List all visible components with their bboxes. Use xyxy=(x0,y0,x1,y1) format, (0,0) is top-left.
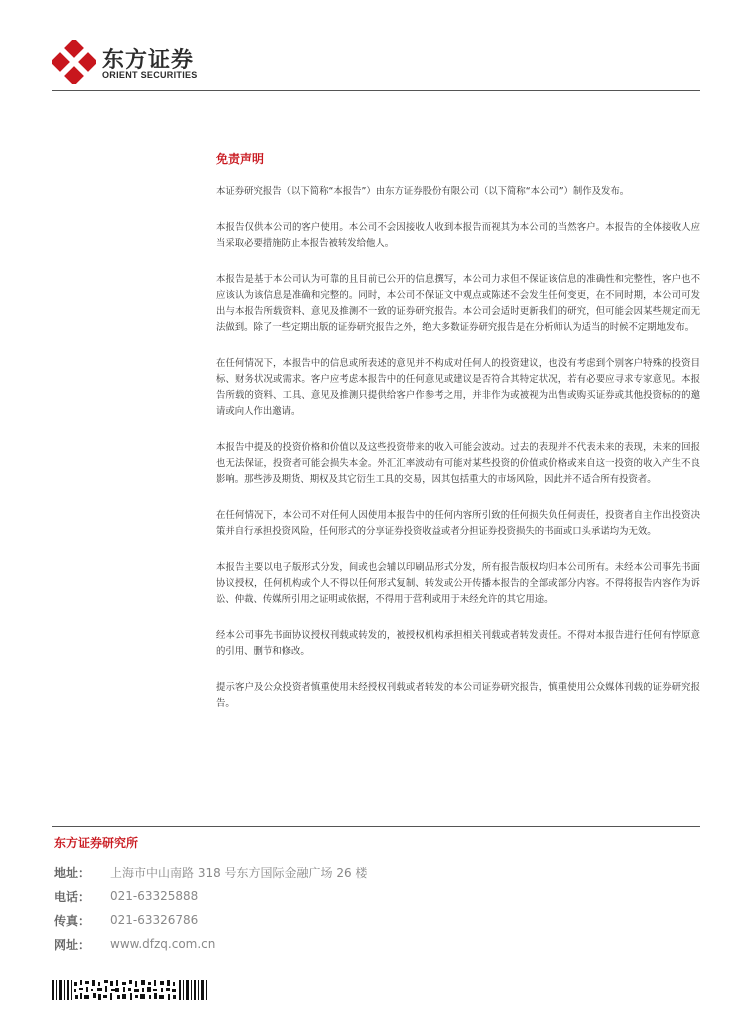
footer-divider xyxy=(52,826,700,827)
contact-fax-row xyxy=(54,908,554,932)
footer-institute-name: 东方证券研究所 xyxy=(54,836,139,850)
contact-label: 传真： xyxy=(54,913,91,928)
disclaimer-title: 免责声明 xyxy=(216,152,265,166)
disclaimer-paragraph: 在任何情况下，本报告中的信息或所表述的意见并不构成对任何人的投资建议，也没有考虑到个别客户特殊的投资目标、财务状况或需求。客户应考虑本报告中的任何意见或建议是否符合其特定状况，若有必要应寻求专家意见。本报告所载的资料、工具、意见及推测只提供给客户作参考之用，并非作为或被视为出售或购买证券或其他投资标的的邀请或向人作出邀请。 xyxy=(216,358,700,417)
website-value: www.dfzq.com.cn xyxy=(110,937,216,951)
disclaimer-body xyxy=(216,184,700,732)
disclaimer-paragraph: 经本公司事先书面协议授权刊载或转发的，被授权机构承担相关刊载或者转发责任。不得对本报告进行任何有悖原意的引用、删节和修改。 xyxy=(216,630,700,657)
page-header xyxy=(0,0,754,92)
logo-english-name: ORIENT SECURITIES xyxy=(102,70,198,80)
fax-value: 021-63326786 xyxy=(110,913,199,927)
address-value: 上海市中山南路 318 号东方国际金融广场 26 楼 xyxy=(110,865,368,880)
barcode-icon xyxy=(52,980,208,1000)
contact-label: 地址： xyxy=(54,865,91,880)
logo-chinese-name: 东方证券 xyxy=(102,48,195,73)
contact-label: 网址： xyxy=(54,937,91,952)
orient-securities-logo-icon xyxy=(52,40,96,84)
disclaimer-paragraph: 本证券研究报告（以下简称“本报告”）由东方证券股份有限公司（以下简称“本公司”）制作及发布。 xyxy=(216,186,630,197)
contact-info xyxy=(54,860,554,956)
disclaimer-paragraph: 在任何情况下，本公司不对任何人因使用本报告中的任何内容所引致的任何损失负任何责任，投资者自主作出投资决策并自行承担投资风险，任何形式的分享证券投资收益或者分担证券投资损失的书面或口头承诺均为无效。 xyxy=(216,510,700,537)
contact-address-row xyxy=(54,860,554,884)
disclaimer-paragraph: 提示客户及公众投资者慎重使用未经授权刊载或者转发的本公司证券研究报告，慎重使用公众媒体刊载的证券研究报告。 xyxy=(216,682,700,709)
header-divider xyxy=(52,90,700,91)
contact-label: 电话： xyxy=(54,889,91,904)
disclaimer-paragraph: 本报告中提及的投资价格和价值以及这些投资带来的收入可能会波动。过去的表现并不代表未来的表现，未来的回报也无法保证，投资者可能会损失本金。外汇汇率波动有可能对某些投资的价值或价格或来自这一投资的收入产生不良影响。那些涉及期货、期权及其它衍生工具的交易，因其包括重大的市场风险，因此并不适合所有投资者。 xyxy=(216,442,700,485)
disclaimer-paragraph: 本报告主要以电子版形式分发，间或也会辅以印刷品形式分发，所有报告版权均归本公司所有。未经本公司事先书面协议授权，任何机构或个人不得以任何形式复制、转发或公开传播本报告的全部或部分内容。不得将报告内容作为诉讼、仲裁、传媒所引用之证明或依据，不得用于营利或用于未经允许的其它用途。 xyxy=(216,562,700,605)
contact-phone-row xyxy=(54,884,554,908)
phone-value: 021-63325888 xyxy=(110,889,199,903)
disclaimer-paragraph: 本报告是基于本公司认为可靠的且目前已公开的信息撰写，本公司力求但不保证该信息的准确性和完整性，客户也不应该认为该信息是准确和完整的。同时，本公司不保证文中观点或陈述不会发生任何变更，在不同时期，本公司可发出与本报告所载资料、意见及推测不一致的证券研究报告。本公司会适时更新我们的研究，但可能会因某些规定而无法做到。除了一些定期出版的证券研究报告之外，绝大多数证券研究报告是在分析师认为适当的时候不定期地发布。 xyxy=(216,274,700,333)
contact-website-row xyxy=(54,932,554,956)
disclaimer-paragraph: 本报告仅供本公司的客户使用。本公司不会因接收人收到本报告而视其为本公司的当然客户。本报告的全体接收人应当采取必要措施防止本报告被转发给他人。 xyxy=(216,222,700,249)
